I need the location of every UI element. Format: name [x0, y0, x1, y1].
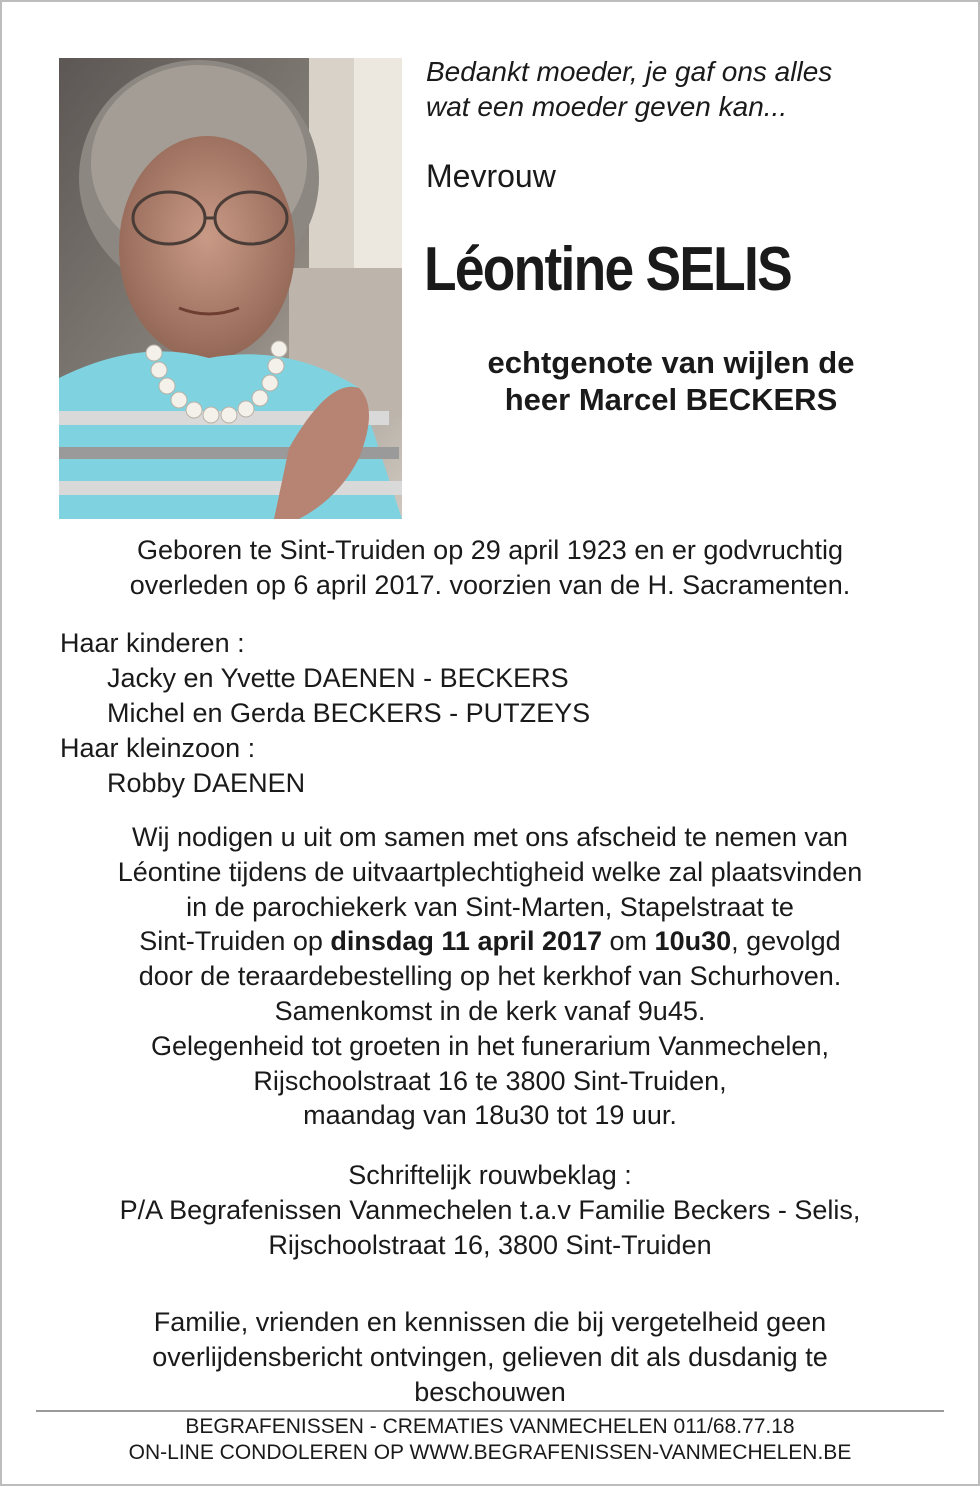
invite-line-4-pre: Sint-Truiden op — [139, 926, 331, 957]
child-entry: Michel en Gerda BECKERS - PUTZEYS — [107, 698, 591, 728]
spouse-line-2: heer Marcel BECKERS — [504, 382, 838, 417]
honorific: Mevrouw — [426, 158, 556, 194]
condolence-line-1: Schriftelijk rouwbeklag : — [348, 1160, 632, 1190]
invite-line-9: maandag van 18u30 tot 19 uur. — [303, 1100, 677, 1131]
notice-line-3: beschouwen — [414, 1377, 566, 1407]
invite-line-1: Wij nodigen u uit om samen met ons afscheid te nemen van — [132, 822, 848, 852]
invite-line-4-mid: om — [602, 926, 655, 957]
footer-line-1: BEGRAFENISSEN - CREMATIES VANMECHELEN 011/68.77.18 — [185, 1415, 795, 1438]
funeral-invitation — [30, 820, 950, 1133]
funeral-date: dinsdag 11 april 2017 — [330, 926, 603, 957]
family-list — [60, 626, 940, 801]
invite-line-7: Gelegenheid tot groeten in het funerarium Vanmechelen, — [151, 1030, 829, 1061]
quote-line-2: wat een moeder geven kan... — [426, 91, 788, 122]
condolence-line-2: P/A Begrafenissen Vanmechelen t.a.v Familie Beckers - Selis, — [119, 1195, 861, 1225]
notice-line-2: overlijdensbericht ontvingen, gelieven dit als dusdanig te — [152, 1342, 828, 1372]
footer — [30, 1414, 950, 1466]
born-line-2: overleden op 6 april 2017. voorzien van de H. Sacramenten. — [129, 570, 851, 600]
invite-line-6: Samenkomst in de kerk vanaf 9u45. — [274, 995, 706, 1026]
deceased-name: Léontine SELIS — [424, 235, 791, 304]
invite-line-8: Rijschoolstraat 16 te 3800 Sint-Truiden, — [253, 1065, 727, 1096]
invite-line-2: Léontine tijdens de uitvaartplechtigheid welke zal plaatsvinden — [117, 856, 863, 887]
grandson-heading: Haar kleinzoon : — [60, 733, 256, 763]
spouse-info — [426, 344, 916, 418]
grandson-entry: Robby DAENEN — [107, 768, 306, 798]
condolence-line-3: Rijschoolstraat 16, 3800 Sint-Truiden — [268, 1230, 712, 1260]
birth-death-info — [40, 533, 940, 603]
invite-line-4 — [30, 924, 950, 959]
notice-text — [30, 1305, 950, 1410]
spouse-line-1: echtgenote van wijlen de — [487, 345, 855, 380]
footer-line-2: ON-LINE CONDOLEREN OP WWW.BEGRAFENISSEN-VANMECHELEN.BE — [128, 1441, 852, 1464]
born-line-1: Geboren te Sint-Truiden op 29 april 1923 en er godvruchtig — [137, 535, 843, 565]
children-heading: Haar kinderen : — [60, 628, 245, 658]
invite-line-5: door de teraardebestelling op het kerkhof van Schurhoven. — [138, 961, 842, 992]
invite-line-3: in de parochiekerk van Sint-Marten, Stapelstraat te — [186, 891, 794, 922]
condolence-address — [30, 1158, 950, 1263]
funeral-time: 10u30 — [654, 926, 732, 957]
portrait-photo — [59, 58, 402, 519]
invite-line-4-post: , gevolgd — [731, 926, 841, 957]
quote — [426, 54, 956, 124]
footer-divider — [36, 1410, 944, 1412]
quote-line-1: Bedankt moeder, je gaf ons alles — [426, 56, 833, 87]
child-entry: Jacky en Yvette DAENEN - BECKERS — [107, 663, 569, 693]
notice-line-1: Familie, vrienden en kennissen die bij vergetelheid geen — [153, 1307, 827, 1337]
